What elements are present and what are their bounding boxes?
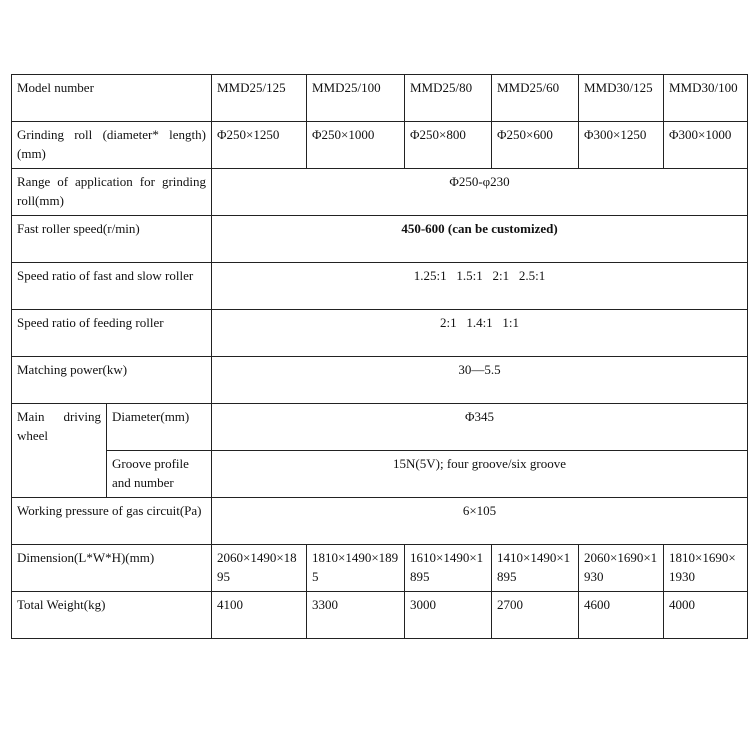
model-cell: MMD25/100 <box>307 75 405 122</box>
power-row <box>12 357 748 404</box>
weight-cell: 3000 <box>405 592 492 639</box>
grinding-roll-cell: Φ250×1250 <box>212 122 307 169</box>
fast-speed-value: 450-600 (can be customized) <box>212 216 748 263</box>
spec-table <box>11 74 748 639</box>
range-label: Range of application for grinding roll(mm) <box>12 169 212 216</box>
power-label: Matching power(kw) <box>12 357 212 404</box>
dimension-cell: 1810×1490×1895 <box>307 545 405 592</box>
main-wheel-label: Main driving wheel <box>12 404 107 498</box>
dimension-cell: 2060×1690×1930 <box>579 545 664 592</box>
feed-ratio-label: Speed ratio of feeding roller <box>12 310 212 357</box>
dimension-cell: 2060×1490×1895 <box>212 545 307 592</box>
main-wheel-diameter-row <box>12 404 748 451</box>
diameter-value: Φ345 <box>212 404 748 451</box>
feed-ratio-value: 2:1 1.4:1 1:1 <box>212 310 748 357</box>
dimension-cell: 1410×1490×1895 <box>492 545 579 592</box>
header-row <box>12 75 748 122</box>
model-cell: MMD25/60 <box>492 75 579 122</box>
dimension-row <box>12 545 748 592</box>
weight-label: Total Weight(kg) <box>12 592 212 639</box>
diameter-label: Diameter(mm) <box>107 404 212 451</box>
weight-cell: 2700 <box>492 592 579 639</box>
model-cell: MMD25/125 <box>212 75 307 122</box>
speed-ratio-row <box>12 263 748 310</box>
dimension-cell: 1810×1690×1930 <box>664 545 748 592</box>
model-number-label: Model number <box>12 75 212 122</box>
gas-pressure-value: 6×105 <box>212 498 748 545</box>
groove-value: 15N(5V); four groove/six groove <box>212 451 748 498</box>
weight-row <box>12 592 748 639</box>
fast-speed-row <box>12 216 748 263</box>
weight-cell: 4000 <box>664 592 748 639</box>
grinding-roll-cell: Φ300×1250 <box>579 122 664 169</box>
grinding-roll-label: Grinding roll (diameter* length)(mm) <box>12 122 212 169</box>
feed-ratio-row <box>12 310 748 357</box>
weight-cell: 4100 <box>212 592 307 639</box>
gas-pressure-label: Working pressure of gas circuit(Pa) <box>12 498 212 545</box>
speed-ratio-value: 1.25:1 1.5:1 2:1 2.5:1 <box>212 263 748 310</box>
weight-cell: 3300 <box>307 592 405 639</box>
range-value: Φ250-φ230 <box>212 169 748 216</box>
fast-speed-label: Fast roller speed(r/min) <box>12 216 212 263</box>
gas-pressure-row <box>12 498 748 545</box>
groove-label: Groove profile and number <box>107 451 212 498</box>
power-value: 30—5.5 <box>212 357 748 404</box>
main-wheel-groove-row <box>12 451 748 498</box>
grinding-roll-cell: Φ250×800 <box>405 122 492 169</box>
dimension-cell: 1610×1490×1895 <box>405 545 492 592</box>
grinding-roll-cell: Φ250×600 <box>492 122 579 169</box>
model-cell: MMD30/100 <box>664 75 748 122</box>
range-row <box>12 169 748 216</box>
speed-ratio-label: Speed ratio of fast and slow roller <box>12 263 212 310</box>
grinding-roll-cell: Φ250×1000 <box>307 122 405 169</box>
model-cell: MMD30/125 <box>579 75 664 122</box>
weight-cell: 4600 <box>579 592 664 639</box>
grinding-roll-cell: Φ300×1000 <box>664 122 748 169</box>
dimension-label: Dimension(L*W*H)(mm) <box>12 545 212 592</box>
model-cell: MMD25/80 <box>405 75 492 122</box>
grinding-roll-row <box>12 122 748 169</box>
